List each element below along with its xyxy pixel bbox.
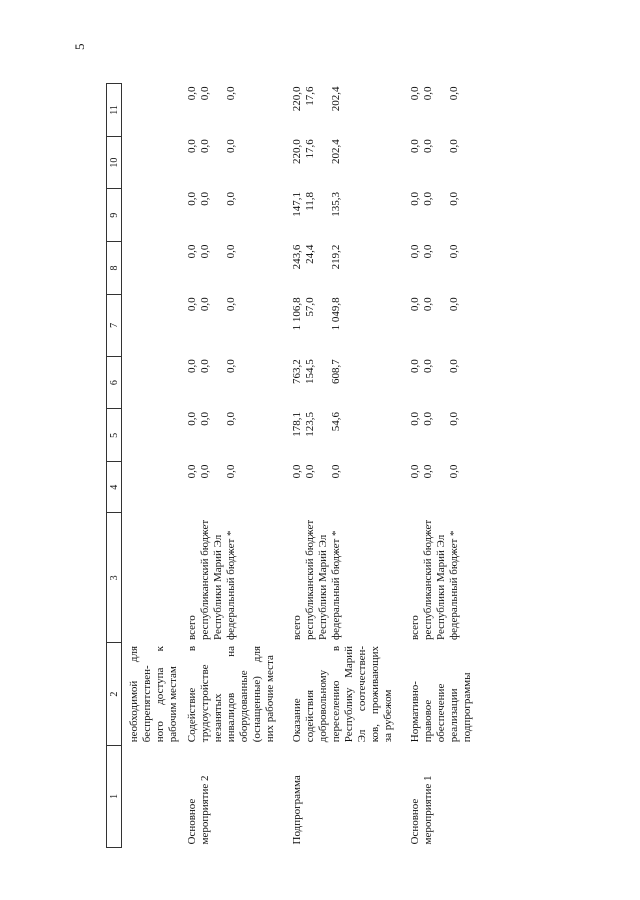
amount-value: 0,0	[186, 86, 198, 101]
funding-source-label: республиканский бюджет Республики Марий Эл	[199, 519, 224, 640]
amount-value: 220,0	[291, 86, 303, 112]
funding-sources	[291, 513, 395, 643]
amount-value: 0,0	[448, 244, 460, 259]
amount-value: 0,0	[409, 297, 421, 312]
amount-value: 0,0	[199, 191, 211, 206]
header-row	[107, 84, 122, 848]
amount-value: 0,0	[448, 139, 460, 153]
amount-value: 0,0	[199, 297, 211, 312]
amount-value: 24,4	[304, 244, 316, 264]
amount-value: 0,0	[186, 191, 198, 206]
row-description: Оказание содействия добровольному переселению в Республику Марий Эл соотечествен-ков, проживающих за рубежом	[291, 645, 394, 743]
amount-value: 1 049,8	[330, 297, 342, 331]
table-row	[409, 84, 474, 848]
amount-value: 0,0	[186, 244, 198, 259]
amount-value: 0,0	[448, 411, 460, 426]
funding-sources	[409, 513, 474, 643]
funding-source-label: всего	[186, 615, 198, 640]
value-cell	[291, 409, 395, 462]
amount-value: 0,0	[409, 191, 421, 206]
amount-value: 0,0	[199, 464, 211, 479]
amount-value: 0,0	[186, 297, 198, 312]
header-cell: 3	[107, 513, 122, 643]
row-description: Нормативно-правовое обеспечение реализации подпрограммы	[409, 672, 473, 743]
value-cell	[186, 136, 277, 189]
amount-value: 154,5	[304, 359, 316, 385]
amount-value: 0,0	[186, 464, 198, 479]
amount-value: 0,0	[409, 86, 421, 101]
amount-value: 17,6	[304, 86, 316, 106]
amount-value: 608,7	[330, 359, 342, 385]
amount-value: 17,6	[304, 139, 316, 159]
amount-value: 0,0	[225, 297, 237, 312]
amount-value: 0,0	[225, 191, 237, 206]
row-section-label: Основное мероприятие 1	[409, 775, 434, 845]
amount-value: 219,2	[330, 244, 342, 270]
amount-value: 0,0	[448, 297, 460, 312]
funding-source-label: республиканский бюджет Республики Марий Эл	[422, 519, 447, 640]
amount-value: 0,0	[225, 139, 237, 153]
amount-value: 0,0	[422, 139, 434, 153]
amount-value: 178,1	[291, 411, 303, 437]
amount-value: 147,1	[291, 191, 303, 217]
value-cell	[291, 136, 395, 189]
table-body	[186, 84, 488, 848]
header-cell: 6	[107, 356, 122, 409]
amount-value: 243,6	[291, 244, 303, 270]
amount-value: 0,0	[304, 464, 316, 479]
amount-value: 0,0	[225, 244, 237, 259]
amount-value: 0,0	[409, 464, 421, 479]
amount-value: 1 106,8	[291, 297, 303, 331]
row-section-label: Основное мероприятие 2	[186, 775, 211, 845]
value-cell	[186, 409, 277, 462]
table-row	[291, 84, 395, 848]
value-cell	[291, 189, 395, 242]
header-cell: 7	[107, 294, 122, 356]
header-cell: 1	[107, 745, 122, 847]
budget-table	[106, 83, 488, 848]
amount-value: 0,0	[448, 464, 460, 479]
continuation-row	[128, 84, 180, 848]
amount-value: 0,0	[409, 244, 421, 259]
header-cell: 9	[107, 189, 122, 242]
value-cell	[409, 356, 474, 409]
value-cell	[409, 462, 474, 513]
amount-value: 220,0	[291, 139, 303, 164]
table-row	[186, 84, 277, 848]
amount-value: 0,0	[291, 464, 303, 479]
value-cell	[291, 462, 395, 513]
row-description: Содействие в трудоустройстве незанятых инвалидов на оборудованные (оснащенные) для них рабочие места	[186, 645, 276, 743]
value-cell	[186, 356, 277, 409]
amount-value: 0,0	[448, 191, 460, 206]
amount-value: 123,5	[304, 411, 316, 437]
value-cell	[409, 242, 474, 295]
value-cell	[291, 356, 395, 409]
amount-value: 0,0	[225, 86, 237, 101]
funding-source-label: всего	[409, 615, 421, 640]
funding-source-label: федеральный бюджет *	[330, 530, 342, 640]
amount-value: 0,0	[422, 244, 434, 259]
amount-value: 0,0	[225, 359, 237, 374]
amount-value: 202,4	[330, 86, 342, 112]
amount-value: 0,0	[422, 86, 434, 101]
amount-value: 0,0	[422, 191, 434, 206]
amount-value: 763,2	[291, 359, 303, 385]
funding-sources	[186, 513, 277, 643]
page-number: 5	[72, 43, 87, 50]
amount-value: 57,0	[304, 297, 316, 317]
header-cell: 4	[107, 462, 122, 513]
value-cell	[186, 242, 277, 295]
amount-value: 0,0	[422, 359, 434, 374]
value-cell	[409, 84, 474, 137]
amount-value: 0,0	[422, 411, 434, 426]
amount-value: 0,0	[186, 411, 198, 426]
amount-value: 0,0	[225, 464, 237, 479]
value-cell	[186, 84, 277, 137]
value-cell	[186, 462, 277, 513]
value-cell	[186, 294, 277, 356]
value-cell	[409, 409, 474, 462]
header-cell: 5	[107, 409, 122, 462]
amount-value: 0,0	[199, 139, 211, 153]
funding-source-label: республиканский бюджет Республики Марий Эл	[304, 519, 329, 640]
rotated-table-container	[106, 83, 546, 848]
funding-source-label: всего	[291, 615, 303, 640]
value-cell	[409, 294, 474, 356]
amount-value: 0,0	[448, 86, 460, 101]
row-section-label: Подпрограмма	[291, 775, 303, 845]
amount-value: 0,0	[199, 86, 211, 101]
amount-value: 54,6	[330, 411, 342, 432]
amount-value: 0,0	[422, 464, 434, 479]
amount-value: 11,8	[304, 191, 316, 211]
amount-value: 0,0	[199, 359, 211, 374]
header-cell: 11	[107, 84, 122, 137]
amount-value: 202,4	[330, 139, 342, 164]
header-cell: 10	[107, 136, 122, 189]
continuation-text: необходимой для беспрепятствен-ного доступа к рабочим местам	[128, 645, 179, 743]
amount-value: 0,0	[330, 464, 342, 479]
value-cell	[291, 242, 395, 295]
amount-value: 0,0	[409, 411, 421, 426]
amount-value: 0,0	[409, 139, 421, 153]
funding-source-label: федеральный бюджет *	[225, 530, 237, 640]
amount-value: 0,0	[422, 297, 434, 312]
amount-value: 0,0	[199, 411, 211, 426]
value-cell	[291, 294, 395, 356]
value-cell	[409, 189, 474, 242]
funding-source-label: федеральный бюджет *	[448, 530, 460, 640]
value-cell	[186, 189, 277, 242]
value-cell	[291, 84, 395, 137]
value-cell	[409, 136, 474, 189]
amount-value: 0,0	[409, 359, 421, 374]
amount-value: 0,0	[186, 139, 198, 153]
amount-value: 0,0	[225, 411, 237, 426]
header-cell: 8	[107, 242, 122, 295]
amount-value: 135,3	[330, 191, 342, 217]
amount-value: 0,0	[199, 244, 211, 259]
header-cell: 2	[107, 643, 122, 745]
amount-value: 0,0	[448, 359, 460, 374]
amount-value: 0,0	[186, 359, 198, 374]
